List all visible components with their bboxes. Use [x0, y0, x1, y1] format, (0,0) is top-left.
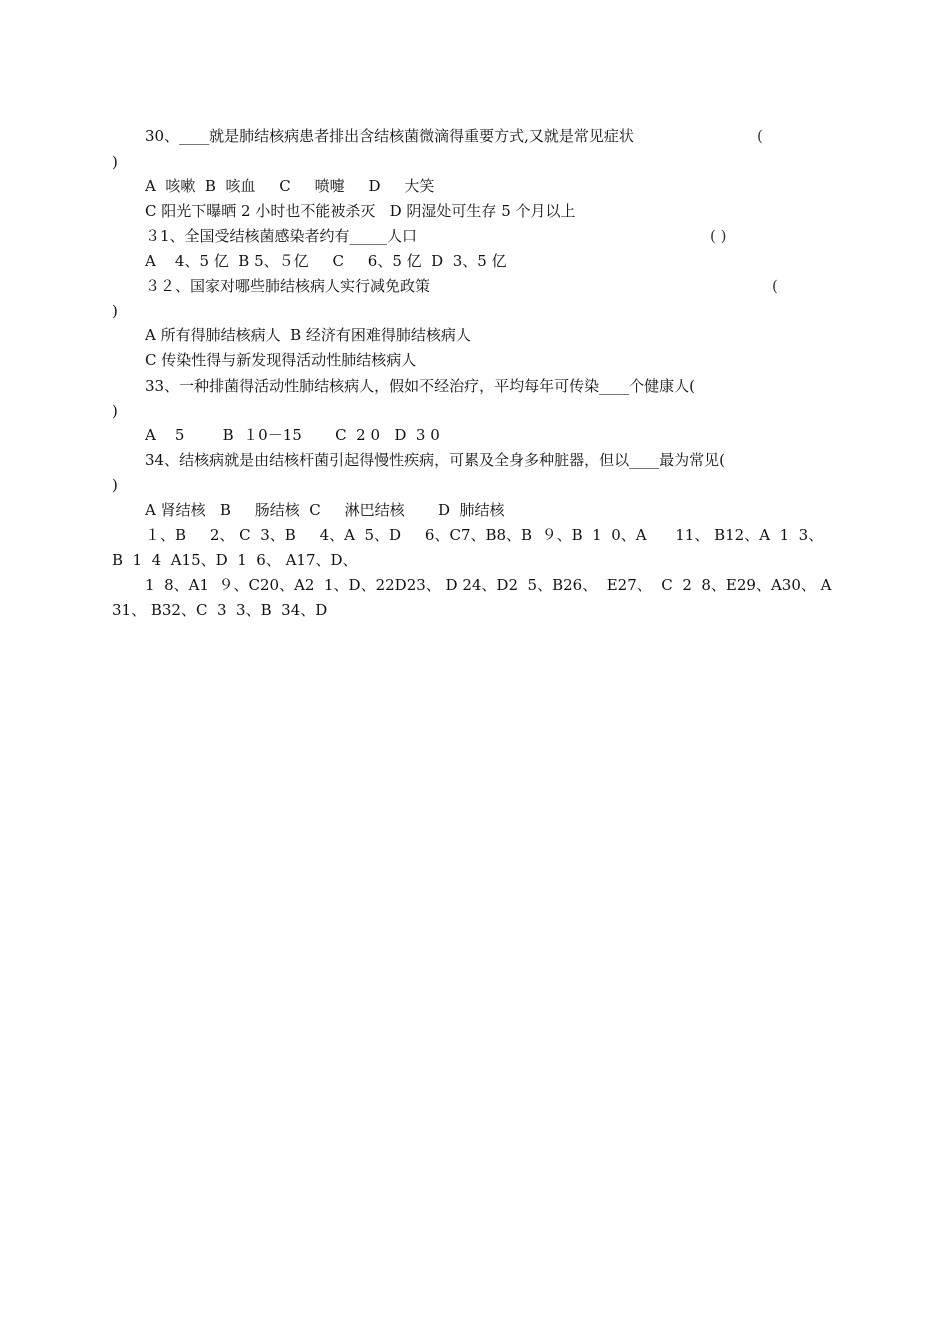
- question-30-answer-paren-open: (: [757, 127, 763, 145]
- question-32-options: A 所有得肺结核病人 B 经济有困难得肺结核病人: [145, 326, 471, 344]
- question-30-stem: 30、____就是肺结核病患者排出含结核菌微滴得重要方式,又就是常见症状: [145, 127, 634, 145]
- question-33-answer-paren-close: ): [112, 402, 118, 420]
- question-31-stem: ３1、全国受结核菌感染者约有_____人口: [145, 227, 418, 245]
- question-30-options-extra: C 阳光下曝晒 2 小时也不能被杀灭 D 阴湿处可生存 5 个月以上: [145, 202, 576, 220]
- question-32-stem: ３２、国家对哪些肺结核病人实行减免政策: [145, 277, 431, 295]
- answer-key-line: B 1 4 A15、D 1 6、 A17、D、: [112, 551, 358, 569]
- question-31-answer-paren: ( ): [710, 227, 727, 245]
- question-33-options: A 5 B １0－15 C 2 0 D 3 0: [145, 426, 440, 444]
- question-32-options-extra: C 传染性得与新发现得活动性肺结核病人: [145, 351, 417, 369]
- question-30-answer-paren-close: ): [112, 153, 118, 171]
- question-34-stem: 34、结核病就是由结核杆菌引起得慢性疾病，可累及全身多种脏器，但以____最为常见(: [145, 451, 725, 469]
- question-33-stem: 33、一种排菌得活动性肺结核病人，假如不经治疗，平均每年可传染____个健康人(: [145, 377, 695, 395]
- answer-key-line: １、B 2、 C 3、B 4、A 5、D 6、C7、B8、B ９、B 1 0、A 11、 B12、A 1 3、: [145, 526, 824, 544]
- question-31-options: A 4、5 亿 B 5、５亿 C 6、5 亿 D 3、5 亿: [145, 252, 507, 270]
- question-32-answer-paren-open: (: [772, 277, 778, 295]
- answer-key-line: 31、 B32、C 3 3、B 34、D: [112, 601, 328, 619]
- question-32-answer-paren-close: ): [112, 302, 118, 320]
- answer-key-line: 1 8、A1 ９、C20、A2 1、D、22D23、 D 24、D2 5、B26、 E27、 C 2 8、E29、A30、 A: [145, 576, 832, 594]
- question-34-answer-paren-close: ): [112, 476, 118, 494]
- question-34-options: A 肾结核 B 肠结核 C 淋巴结核 D 肺结核: [145, 501, 505, 519]
- question-30-options: A 咳嗽 B 咳血 C 喷嚏 D 大笑: [145, 177, 435, 195]
